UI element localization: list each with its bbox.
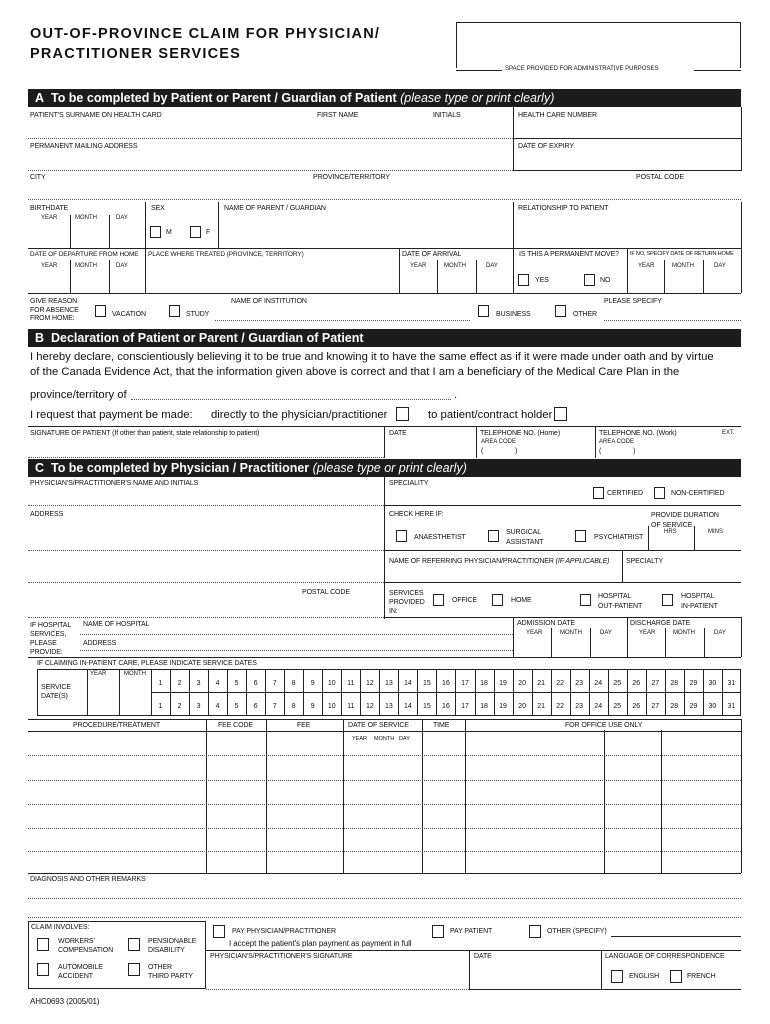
adm-month-label: MONTH bbox=[560, 630, 582, 636]
service-day-1-15[interactable]: 15 bbox=[423, 680, 431, 687]
service-day-2-21[interactable]: 21 bbox=[537, 703, 545, 710]
tel-work-label: TELEPHONE NO. (Work) bbox=[599, 430, 677, 437]
sd-month-label: MONTH bbox=[124, 671, 146, 677]
service-day-2-8[interactable]: 8 bbox=[291, 703, 296, 710]
arr-month-label: MONTH bbox=[444, 263, 466, 269]
physician-address-label: ADDRESS bbox=[30, 511, 64, 518]
day-divider bbox=[303, 669, 304, 692]
french-label: FRENCH bbox=[687, 973, 716, 980]
dis-day-label: DAY bbox=[714, 630, 726, 636]
hospital-address-line[interactable] bbox=[80, 650, 513, 651]
service-day-1-9[interactable]: 9 bbox=[310, 680, 315, 687]
service-day-2-25[interactable]: 25 bbox=[613, 703, 622, 710]
patient-signature-label: SIGNATURE OF PATIENT (If other than patient, state relationship to patient) bbox=[30, 430, 260, 437]
diagnosis-line-1[interactable] bbox=[28, 898, 741, 899]
diagnosis-line-2[interactable] bbox=[28, 917, 741, 918]
sex-f-checkbox[interactable] bbox=[190, 226, 201, 238]
day-divider bbox=[398, 692, 399, 715]
hospital-inpatient-label: HOSPITAL IN-PATIENT bbox=[681, 593, 718, 610]
day-divider bbox=[417, 692, 418, 715]
surname-line[interactable] bbox=[28, 138, 513, 139]
day-divider bbox=[665, 669, 666, 692]
day-divider bbox=[227, 692, 228, 715]
home-paren-open: ( bbox=[481, 448, 484, 455]
home-label: HOME bbox=[511, 597, 532, 604]
service-day-1-3[interactable]: 3 bbox=[196, 680, 201, 687]
b-date-label: DATE bbox=[389, 430, 407, 437]
non-certified-label: NON-CERTIFIED bbox=[671, 490, 725, 497]
other-specify-label: OTHER (SPECIFY) bbox=[547, 928, 607, 935]
procedure-row-2[interactable] bbox=[28, 780, 741, 781]
service-day-1-1[interactable]: 1 bbox=[158, 680, 163, 687]
service-day-1-4[interactable]: 4 bbox=[215, 680, 220, 687]
certified-checkbox[interactable] bbox=[593, 487, 604, 499]
birth-year-label: YEAR bbox=[41, 215, 58, 221]
service-day-2-27[interactable]: 27 bbox=[651, 703, 660, 710]
day-divider bbox=[341, 692, 342, 715]
service-day-2-2[interactable]: 2 bbox=[177, 703, 182, 710]
day-divider bbox=[551, 692, 552, 715]
initials-label: INITIALS bbox=[433, 112, 461, 119]
service-day-1-25[interactable]: 25 bbox=[613, 680, 622, 687]
service-day-2-4[interactable]: 4 bbox=[215, 703, 220, 710]
adm-day-label: DAY bbox=[600, 630, 612, 636]
section-b-header: B Declaration of Patient or Parent / Guardian of Patient bbox=[28, 329, 741, 347]
english-label: ENGLISH bbox=[629, 973, 660, 980]
physician-name-label: PHYSICIAN'S/PRACTITIONER'S NAME AND INITIALS bbox=[30, 480, 199, 487]
service-day-1-17[interactable]: 17 bbox=[461, 680, 469, 687]
dep-day-label: DAY bbox=[116, 263, 128, 269]
service-day-2-26[interactable]: 26 bbox=[632, 703, 641, 710]
day-divider bbox=[494, 669, 495, 692]
pensionable-label: PENSIONABLE DISABILITY bbox=[148, 938, 197, 954]
admin-box bbox=[456, 22, 741, 68]
service-day-2-20[interactable]: 20 bbox=[518, 703, 526, 710]
day-divider bbox=[665, 692, 666, 715]
permanent-move-label: IS THIS A PERMANENT MOVE? bbox=[519, 251, 619, 258]
sex-m-checkbox[interactable] bbox=[150, 226, 161, 238]
day-divider bbox=[703, 669, 704, 692]
ds-day-label: DAY bbox=[399, 736, 410, 742]
pay-patient-c-label: PAY PATIENT bbox=[450, 928, 493, 935]
day-divider bbox=[722, 692, 723, 715]
service-day-1-30[interactable]: 30 bbox=[708, 680, 717, 687]
procedure-row-3[interactable] bbox=[28, 804, 741, 805]
dep-month-label: MONTH bbox=[75, 263, 97, 269]
service-day-2-19[interactable]: 19 bbox=[499, 703, 507, 710]
physician-signature-label: PHYSICIAN'S/PRACTITIONER'S SIGNATURE bbox=[210, 953, 353, 960]
service-day-2-29[interactable]: 29 bbox=[689, 703, 698, 710]
service-dates-label: SERVICE DATE(S) bbox=[41, 684, 71, 700]
declaration-line2: of the Canada Evidence Act, that the information given above is correct and that I am a beneficiary of the Medical Care Plan in the bbox=[30, 366, 680, 378]
ret-year-label: YEAR bbox=[638, 263, 655, 269]
third-party-label: OTHER THIRD PARTY bbox=[148, 964, 193, 980]
service-day-1-12[interactable]: 12 bbox=[365, 680, 374, 687]
declaration-end: . bbox=[454, 389, 458, 401]
day-divider bbox=[646, 669, 647, 692]
service-day-2-1[interactable]: 1 bbox=[158, 703, 163, 710]
other-specify-checkbox[interactable] bbox=[529, 925, 541, 938]
pay-physician-checkbox[interactable] bbox=[396, 407, 409, 421]
office-use-header: FOR OFFICE USE ONLY bbox=[565, 722, 643, 729]
ds-year-label: YEAR bbox=[352, 736, 367, 742]
day-divider bbox=[436, 669, 437, 692]
patient-signature-line[interactable] bbox=[28, 457, 384, 458]
pay-patient-c-checkbox[interactable] bbox=[432, 925, 444, 938]
hospital-name-label: NAME OF HOSPITAL bbox=[83, 621, 150, 628]
non-certified-checkbox[interactable] bbox=[654, 487, 665, 499]
day-divider bbox=[360, 669, 361, 692]
speciality-label: SPECIALITY bbox=[389, 480, 429, 487]
service-day-1-6[interactable]: 6 bbox=[253, 680, 258, 687]
vacation-label: VACATION bbox=[112, 311, 146, 318]
psychiatrist-checkbox[interactable] bbox=[575, 530, 586, 542]
surgical-assistant-label: SURGICAL ASSISTANT bbox=[506, 529, 544, 546]
if-hospital-label: IF HOSPITAL SERVICES, PLEASE PROVIDE: bbox=[30, 622, 72, 656]
service-day-1-28[interactable]: 28 bbox=[670, 680, 679, 687]
dis-month-label: MONTH bbox=[673, 630, 695, 636]
hrs-label: HRS bbox=[664, 529, 677, 535]
third-party-checkbox[interactable] bbox=[128, 963, 140, 976]
service-day-2-28[interactable]: 28 bbox=[670, 703, 679, 710]
declaration-line3: province/territory of bbox=[30, 389, 127, 401]
fee-header: FEE bbox=[297, 722, 311, 729]
study-checkbox[interactable] bbox=[169, 305, 180, 317]
please-specify-line[interactable] bbox=[604, 320, 741, 321]
service-day-1-21[interactable]: 21 bbox=[537, 680, 545, 687]
day-divider bbox=[303, 692, 304, 715]
day-divider bbox=[189, 669, 190, 692]
service-day-1-18[interactable]: 18 bbox=[480, 680, 488, 687]
day-divider bbox=[417, 669, 418, 692]
procedure-row-5[interactable] bbox=[28, 851, 741, 852]
day-divider bbox=[475, 669, 476, 692]
diagnosis-label: DIAGNOSIS AND OTHER REMARKS bbox=[30, 876, 146, 883]
admission-date-label: ADMISSION DATE bbox=[517, 620, 575, 627]
other-label: OTHER bbox=[573, 311, 598, 318]
work-area-code-label: AREA CODE bbox=[599, 439, 635, 445]
day-divider bbox=[265, 669, 266, 692]
service-day-1-19[interactable]: 19 bbox=[499, 680, 507, 687]
date-expiry-label: DATE OF EXPIRY bbox=[518, 143, 574, 150]
mins-label: MINS bbox=[708, 529, 723, 535]
ds-month-label: MONTH bbox=[374, 736, 395, 742]
form-title-line2: PRACTITIONER SERVICES bbox=[30, 46, 242, 62]
day-divider bbox=[322, 669, 323, 692]
province-label: PROVINCE/TERRITORY bbox=[313, 174, 390, 181]
anaesthetist-label: ANAESTHETIST bbox=[414, 534, 466, 541]
claim-involves-label: CLAIM INVOLVES: bbox=[31, 924, 90, 931]
service-day-2-5[interactable]: 5 bbox=[234, 703, 239, 710]
accept-note: I accept the patient's plan payment as payment in full bbox=[229, 939, 412, 948]
day-divider bbox=[532, 669, 533, 692]
service-day-1-7[interactable]: 7 bbox=[272, 680, 277, 687]
arr-day-label: DAY bbox=[486, 263, 498, 269]
day-divider bbox=[246, 692, 247, 715]
mailing-address-label: PERMANENT MAILING ADDRESS bbox=[30, 143, 138, 150]
birth-month-label: MONTH bbox=[75, 215, 97, 221]
inpatient-note: IF CLAIMING IN-PATIENT CARE, PLEASE INDICATE SERVICE DATES bbox=[37, 660, 257, 667]
referring-label: NAME OF REFERRING PHYSICIAN/PRACTITIONER (IF APPLICABLE) bbox=[389, 558, 610, 565]
day-divider bbox=[189, 692, 190, 715]
pensionable-checkbox[interactable] bbox=[128, 938, 140, 951]
date-of-service-header: DATE OF SERVICE bbox=[348, 722, 409, 729]
parent-name-label: NAME OF PARENT / GUARDIAN bbox=[224, 205, 326, 212]
section-a-header: A To be completed by Patient or Parent / Guardian of Patient (please type or print clearly) bbox=[28, 89, 741, 107]
day-divider bbox=[265, 692, 266, 715]
ret-month-label: MONTH bbox=[672, 263, 694, 269]
other-checkbox[interactable] bbox=[555, 305, 566, 317]
service-day-1-8[interactable]: 8 bbox=[291, 680, 296, 687]
form-number: AHC0693 (2005/01) bbox=[30, 997, 100, 1006]
vacation-checkbox[interactable] bbox=[95, 305, 106, 317]
service-day-2-24[interactable]: 24 bbox=[594, 703, 603, 710]
day-divider bbox=[570, 692, 571, 715]
discharge-date-label: DISCHARGE DATE bbox=[630, 620, 691, 627]
day-divider bbox=[284, 669, 285, 692]
ext-label: EXT. bbox=[722, 430, 735, 436]
day-divider bbox=[455, 692, 456, 715]
home-paren-close: ) bbox=[515, 448, 518, 455]
pay-physician-c-checkbox[interactable] bbox=[213, 925, 225, 938]
work-paren-open: ( bbox=[599, 448, 602, 455]
fee-code-header: FEE CODE bbox=[218, 722, 253, 729]
service-day-2-6[interactable]: 6 bbox=[253, 703, 258, 710]
day-divider bbox=[703, 692, 704, 715]
automobile-label: AUTOMOBILE ACCIDENT bbox=[58, 964, 103, 980]
service-day-2-30[interactable]: 30 bbox=[708, 703, 717, 710]
day-divider bbox=[722, 669, 723, 692]
surgical-assistant-checkbox[interactable] bbox=[488, 530, 499, 542]
please-specify-label: PLEASE SPECIFY bbox=[604, 298, 662, 305]
birthdate-label: BIRTHDATE bbox=[30, 205, 69, 212]
day-divider bbox=[379, 692, 380, 715]
pay-physician-label: directly to the physician/practitioner bbox=[211, 409, 388, 421]
office-label: OFFICE bbox=[452, 597, 478, 604]
day-divider bbox=[494, 692, 495, 715]
no-label: NO bbox=[600, 277, 611, 284]
sex-f-label: F bbox=[206, 229, 211, 236]
french-checkbox[interactable] bbox=[670, 970, 682, 983]
yes-label: YES bbox=[535, 277, 549, 284]
pay-patient-checkbox[interactable] bbox=[554, 407, 567, 421]
hospital-inpatient-checkbox[interactable] bbox=[662, 594, 673, 606]
service-day-1-16[interactable]: 16 bbox=[442, 680, 450, 687]
service-day-1-14[interactable]: 14 bbox=[403, 680, 412, 687]
workers-comp-checkbox[interactable] bbox=[37, 938, 49, 951]
hospital-outpatient-label: HOSPITAL OUT-PATIENT bbox=[598, 593, 643, 610]
admin-space-label: SPACE PROVIDED FOR ADMINISTRATIVE PURPOSES bbox=[505, 66, 659, 72]
hospital-name-line[interactable] bbox=[80, 634, 513, 635]
postal-code-label: POSTAL CODE bbox=[636, 174, 684, 181]
day-divider bbox=[608, 669, 609, 692]
day-divider bbox=[608, 692, 609, 715]
day-divider bbox=[589, 692, 590, 715]
service-day-2-7[interactable]: 7 bbox=[272, 703, 277, 710]
permanent-no-checkbox[interactable] bbox=[584, 274, 595, 286]
service-day-2-3[interactable]: 3 bbox=[196, 703, 201, 710]
relationship-label: RELATIONSHIP TO PATIENT bbox=[518, 205, 609, 212]
institution-line[interactable] bbox=[215, 320, 470, 321]
study-label: STUDY bbox=[186, 311, 210, 318]
day-divider bbox=[227, 669, 228, 692]
first-name-label: FIRST NAME bbox=[317, 112, 359, 119]
arr-year-label: YEAR bbox=[410, 263, 427, 269]
anaesthetist-checkbox[interactable] bbox=[396, 530, 407, 542]
city-line[interactable] bbox=[28, 199, 741, 200]
form-title-line1: OUT-OF-PROVINCE CLAIM FOR PHYSICIAN/ bbox=[30, 26, 381, 42]
section-c-header: C To be completed by Physician / Practitioner (please type or print clearly) bbox=[28, 459, 741, 477]
day-divider bbox=[551, 669, 552, 692]
date-arrival-label: DATE OF ARRIVAL bbox=[402, 251, 462, 258]
service-day-2-18[interactable]: 18 bbox=[480, 703, 488, 710]
check-here-label: CHECK HERE IF: bbox=[389, 511, 444, 518]
office-checkbox[interactable] bbox=[433, 594, 444, 606]
day-divider bbox=[379, 669, 380, 692]
procedure-row-1[interactable] bbox=[28, 755, 741, 756]
sex-m-label: M bbox=[166, 229, 172, 236]
province-territory-line[interactable] bbox=[131, 399, 451, 400]
business-label: BUSINESS bbox=[496, 311, 531, 318]
day-divider bbox=[322, 692, 323, 715]
procedure-header: PROCEDURE/TREATMENT bbox=[73, 722, 161, 729]
day-divider bbox=[646, 692, 647, 715]
day-divider bbox=[208, 692, 209, 715]
certified-label: CERTIFIED bbox=[607, 490, 643, 497]
permanent-yes-checkbox[interactable] bbox=[518, 274, 529, 286]
day-divider bbox=[570, 669, 571, 692]
service-day-1-5[interactable]: 5 bbox=[234, 680, 239, 687]
specialty-label: SPECIALTY bbox=[626, 558, 664, 565]
ret-day-label: DAY bbox=[714, 263, 726, 269]
service-day-1-26[interactable]: 26 bbox=[632, 680, 641, 687]
departure-label: DATE OF DEPARTURE FROM HOME bbox=[30, 251, 139, 258]
day-divider bbox=[284, 692, 285, 715]
service-day-2-15[interactable]: 15 bbox=[423, 703, 431, 710]
service-day-2-17[interactable]: 17 bbox=[461, 703, 469, 710]
c-date-label: DATE bbox=[474, 953, 492, 960]
service-day-2-12[interactable]: 12 bbox=[365, 703, 374, 710]
pay-patient-label: to patient/contract holder bbox=[428, 409, 553, 421]
service-day-1-2[interactable]: 2 bbox=[177, 680, 182, 687]
english-checkbox[interactable] bbox=[611, 970, 623, 983]
service-day-1-29[interactable]: 29 bbox=[689, 680, 698, 687]
service-day-1-13[interactable]: 13 bbox=[384, 680, 393, 687]
day-divider bbox=[246, 669, 247, 692]
return-home-label: IF NO, SPECIFY DATE OF RETURN HOME bbox=[630, 251, 734, 257]
payment-label: I request that payment be made: bbox=[30, 409, 193, 421]
work-paren-close: ) bbox=[633, 448, 636, 455]
physician-name-line[interactable] bbox=[28, 505, 384, 506]
sex-label: SEX bbox=[151, 205, 165, 212]
service-day-2-14[interactable]: 14 bbox=[403, 703, 412, 710]
service-day-2-9[interactable]: 9 bbox=[310, 703, 315, 710]
city-label: CITY bbox=[30, 174, 46, 181]
day-divider bbox=[341, 669, 342, 692]
home-area-code-label: AREA CODE bbox=[481, 439, 517, 445]
service-day-1-23[interactable]: 23 bbox=[575, 680, 584, 687]
day-divider bbox=[170, 669, 171, 692]
sd-year-label: YEAR bbox=[90, 671, 107, 677]
day-divider bbox=[684, 669, 685, 692]
service-day-2-13[interactable]: 13 bbox=[384, 703, 393, 710]
service-day-1-27[interactable]: 27 bbox=[651, 680, 660, 687]
day-divider bbox=[208, 669, 209, 692]
birth-day-label: DAY bbox=[116, 215, 128, 221]
day-divider bbox=[475, 692, 476, 715]
psychiatrist-label: PSYCHIATRIST bbox=[594, 534, 644, 541]
day-divider bbox=[398, 669, 399, 692]
day-divider bbox=[684, 692, 685, 715]
service-day-2-11[interactable]: 11 bbox=[347, 703, 355, 710]
procedure-row-4[interactable] bbox=[28, 828, 741, 829]
dis-year-label: YEAR bbox=[639, 630, 656, 636]
service-day-1-20[interactable]: 20 bbox=[518, 680, 526, 687]
pay-physician-c-label: PAY PHYSICIAN/PRACTITIONER bbox=[232, 928, 336, 935]
institution-label: NAME OF INSTITUTION bbox=[231, 298, 307, 305]
business-checkbox[interactable] bbox=[478, 305, 489, 317]
service-day-2-22[interactable]: 22 bbox=[556, 703, 565, 710]
services-provided-label: SERVICES PROVIDED IN: bbox=[389, 590, 425, 615]
day-divider bbox=[436, 692, 437, 715]
automobile-checkbox[interactable] bbox=[37, 963, 49, 976]
workers-comp-label: WORKERS' COMPENSATION bbox=[58, 938, 114, 954]
language-label: LANGUAGE OF CORRESPONDENCE bbox=[605, 953, 725, 960]
adm-year-label: YEAR bbox=[526, 630, 543, 636]
service-day-1-22[interactable]: 22 bbox=[556, 680, 565, 687]
hospital-address-label: ADDRESS bbox=[83, 640, 117, 647]
physician-address-line[interactable] bbox=[28, 550, 384, 551]
tel-home-label: TELEPHONE NO. (Home) bbox=[480, 430, 561, 437]
hospital-outpatient-checkbox[interactable] bbox=[580, 594, 591, 606]
service-day-2-23[interactable]: 23 bbox=[575, 703, 584, 710]
place-treated-label: PLACE WHERE TREATED (PROVINCE, TERRITORY) bbox=[148, 251, 304, 258]
mailing-address-line[interactable] bbox=[28, 170, 513, 171]
physician-signature-line[interactable] bbox=[206, 989, 469, 990]
day-divider bbox=[170, 692, 171, 715]
service-day-1-10[interactable]: 10 bbox=[327, 680, 336, 687]
day-divider bbox=[513, 669, 514, 692]
day-divider bbox=[513, 692, 514, 715]
day-divider bbox=[532, 692, 533, 715]
surname-label: PATIENT'S SURNAME ON HEALTH CARD bbox=[30, 112, 162, 119]
declaration-line1: I hereby declare, conscientiously believing it to be true and knowing it to have the same effect as if it were made under oath and by virtue bbox=[30, 351, 714, 363]
reason-label: GIVE REASON FOR ABSENCE FROM HOME: bbox=[30, 298, 79, 322]
c-postal-code-label: POSTAL CODE bbox=[302, 589, 350, 596]
dep-year-label: YEAR bbox=[41, 263, 58, 269]
time-header: TIME bbox=[433, 722, 450, 729]
service-day-2-10[interactable]: 10 bbox=[327, 703, 336, 710]
service-day-2-31[interactable]: 31 bbox=[727, 703, 736, 710]
duration-label: PROVIDE DURATION OF SERVICE bbox=[651, 512, 719, 529]
day-divider bbox=[589, 669, 590, 692]
day-divider bbox=[455, 669, 456, 692]
service-day-1-31[interactable]: 31 bbox=[727, 680, 736, 687]
day-divider bbox=[627, 692, 628, 715]
health-card-label: HEALTH CARE NUMBER bbox=[518, 112, 597, 119]
service-day-2-16[interactable]: 16 bbox=[442, 703, 450, 710]
day-divider bbox=[360, 692, 361, 715]
service-day-1-11[interactable]: 11 bbox=[347, 680, 355, 687]
home-checkbox[interactable] bbox=[492, 594, 503, 606]
service-day-1-24[interactable]: 24 bbox=[594, 680, 603, 687]
day-divider bbox=[627, 669, 628, 692]
